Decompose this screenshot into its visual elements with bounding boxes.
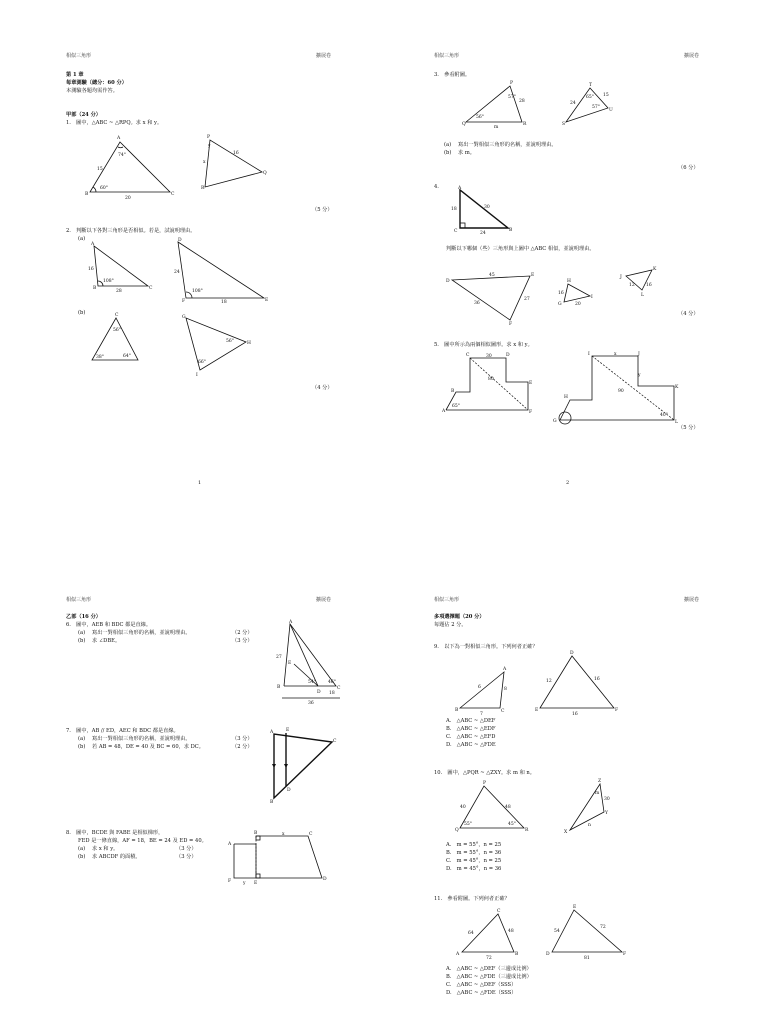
q8-part-a-label: (a) — [78, 846, 86, 852]
fig5-label-f: F — [529, 410, 533, 415]
fig5-side-2: 80 — [488, 377, 494, 382]
q7-part-a-marks: （3 分） — [232, 736, 253, 742]
fig8-label-b: B — [254, 831, 258, 836]
fig3-angle-4: 57° — [592, 105, 600, 110]
fig5-label-d: D — [506, 353, 510, 358]
figure-q7 — [266, 728, 346, 804]
fig3-label-t: T — [589, 83, 593, 88]
fig5-label-a: A — [442, 409, 446, 414]
fig2a-label-f: F — [182, 299, 186, 304]
fig11-label-a: A — [456, 952, 460, 957]
q7-part-a: 寫出一對相似三角形的名稱，並說明理由。 — [92, 736, 191, 742]
fig2b-angle-3: 64° — [123, 354, 131, 359]
fig5-label-g: G — [553, 419, 557, 424]
fig3-side-2: 24 — [570, 101, 576, 106]
fig2a-side-4: 18 — [221, 300, 227, 305]
fig2a-label-a: A — [91, 242, 95, 247]
figure-q6 — [272, 620, 356, 710]
fig5-label-l: L — [675, 420, 678, 425]
q1-marks: （5 分） — [312, 207, 333, 213]
fig10-side-1: 40 — [460, 805, 466, 810]
fig3-label-r: R — [523, 122, 527, 127]
fig2a-side-1: 16 — [88, 267, 94, 272]
fig8-x: x — [282, 832, 285, 837]
q9-option-b: B. △ABC ~ △EDF — [446, 726, 496, 732]
section-title: 甲部（24 分） — [66, 112, 101, 118]
fig1-angle-a: 74° — [118, 153, 126, 158]
page-header-right: 擴展卷 — [684, 597, 700, 603]
fig4b-side-6: 12 — [629, 283, 635, 288]
fig11-label-d: D — [546, 952, 550, 957]
fig9-label-e: E — [535, 708, 539, 713]
fig5-label-c: C — [466, 353, 470, 358]
q4-marks: （4 分） — [678, 311, 699, 317]
fig8-label-a: A — [228, 842, 232, 847]
figure-q10 — [452, 778, 632, 838]
fig4b-label-j: J — [620, 275, 622, 280]
fig9-label-f: F — [615, 708, 619, 713]
fig4b-label-g: G — [558, 302, 562, 307]
fig4b-label-k: K — [653, 267, 657, 272]
figure-q8 — [226, 830, 336, 886]
fig9-side-4: 12 — [546, 679, 552, 684]
q9-option-c: C. △ABC ~ △EFD — [446, 734, 496, 740]
fig7-label-e: E — [286, 728, 290, 733]
fig3-angle-1: 57° — [508, 95, 516, 100]
q8-line-2: FED 是一條直線，AF = 18，BE = 24 及 ED = 40。 — [78, 838, 207, 844]
fig10-label-y: Y — [605, 811, 608, 816]
page-header-right: 擴展卷 — [316, 597, 332, 603]
fig5-y: y — [638, 373, 641, 378]
fig7-label-d: D — [287, 788, 291, 793]
fig6-side-2: 36 — [308, 701, 314, 706]
q3-part-b-label: (b) — [444, 150, 452, 156]
fig1-y: y — [208, 144, 211, 149]
chapter-label: 第 1 章 — [66, 72, 84, 78]
question-5: 5. 圖中所示為兩個相似圖形。求 x 和 y。 — [434, 342, 533, 348]
fig3-m: m — [494, 125, 499, 130]
fig11-side-1: 64 — [468, 931, 474, 936]
q11-option-c: C. △ABC ~ △DEF（SSS） — [446, 982, 517, 988]
fig2a-label-d: D — [178, 238, 182, 243]
page-4 — [384, 512, 768, 1024]
page-number: 2 — [566, 480, 570, 486]
fig4b-label-i: I — [591, 295, 593, 300]
figure-q11 — [452, 904, 632, 964]
fig3-label-p: P — [510, 81, 514, 86]
fig4b-side-5: 20 — [575, 302, 581, 307]
fig2a-label-b: B — [93, 286, 97, 291]
fig5-side-1: 30 — [486, 354, 492, 359]
q6-part-b-label: (b) — [78, 638, 86, 644]
fig11-label-c: C — [497, 909, 501, 914]
q7-part-b-label: (b) — [78, 744, 86, 750]
fig9-side-5: 16 — [594, 677, 600, 682]
fig2b-label-c: C — [115, 313, 119, 318]
q10-option-c: C. m = 45°，n = 25 — [446, 858, 502, 864]
fig9-side-1: 6 — [478, 685, 481, 690]
fig6-side-3: 18 — [329, 691, 335, 696]
section-title: 多項選擇題（20 分） — [434, 614, 485, 620]
fig5-angle-2: 40° — [660, 413, 668, 418]
fig2b-label-h: H — [247, 341, 251, 346]
fig5-label-h: H — [564, 395, 568, 400]
fig3-label-s: S — [562, 122, 566, 127]
fig8-label-e: E — [254, 881, 258, 886]
test-title: 每章測驗（總分：60 分） — [66, 80, 127, 86]
fig1-x: x — [203, 160, 206, 165]
question-2: 2. 判斷以下各對三角形是否相似。若是，試說明理由。 — [66, 228, 196, 234]
q6-part-a-label: (a) — [78, 630, 86, 636]
fig2b-angle-2: 38° — [96, 355, 104, 360]
question-8: 8. 圖中，BCDE 與 FABE 是相似梯形， — [66, 830, 164, 836]
question-10: 10. 圖中，△PQR ~ △ZXY。求 m 和 n。 — [434, 770, 535, 776]
q8-part-a: 求 x 和 y。 — [92, 846, 119, 852]
question-9: 9. 以下為一對相似三角形。下列何者正確？ — [434, 644, 538, 650]
fig3-side-3: 15 — [603, 93, 609, 98]
fig2a-label-e: E — [265, 298, 269, 303]
q7-part-b-marks: （2 分） — [232, 744, 253, 750]
fig4b-side-7: 16 — [646, 283, 652, 288]
fig3-side-1: 28 — [519, 99, 525, 104]
q7-part-b: 若 AB = 48，DE = 40 及 BC = 60，求 DC。 — [92, 744, 204, 750]
figure-q4-options — [446, 264, 696, 326]
fig9-label-a: A — [503, 667, 507, 672]
fig4-side-cb: 24 — [480, 231, 486, 236]
fig4b-label-l: L — [641, 293, 644, 298]
fig5-label-i: I — [588, 352, 590, 357]
fig1-label-r: R — [201, 186, 205, 191]
fig8-y: y — [243, 881, 246, 886]
fig10-angle-1: 55° — [464, 822, 472, 827]
q5-marks: （5 分） — [678, 425, 699, 431]
fig6-angle-1: 54° — [308, 680, 316, 685]
fig10-side-2: 48 — [505, 805, 511, 810]
page-header-right: 擴展卷 — [684, 53, 700, 59]
fig9-side-2: 8 — [504, 687, 507, 692]
fig9-label-b: B — [455, 708, 459, 713]
figure-q5 — [442, 352, 692, 428]
q3-part-a-label: (a) — [444, 142, 452, 148]
fig7-label-b: B — [270, 800, 274, 805]
q7-part-a-label: (a) — [78, 736, 86, 742]
question-3: 3. 參看附圖。 — [434, 72, 471, 78]
fig1-label-p: P — [207, 135, 211, 140]
fig9-label-c: C — [501, 709, 505, 714]
fig4b-side-2: 36 — [474, 301, 480, 306]
fig7-label-c: C — [333, 739, 337, 744]
question-7: 7. 圖中，AB // ED，AEC 和 BDC 都是直線。 — [66, 728, 179, 734]
q3-marks: （6 分） — [678, 165, 699, 171]
fig10-label-q: Q — [455, 828, 459, 833]
fig2b-angle-1: 56° — [113, 328, 121, 333]
q11-option-d: D. △ABC ~ △FDE（SSS） — [446, 990, 517, 996]
question-6: 6. 圖中，AEB 和 BDC 都是直線。 — [66, 622, 152, 628]
fig1-label-a: A — [117, 136, 121, 141]
fig10-side-3: 30 — [604, 797, 610, 802]
page-header-right: 擴展卷 — [316, 53, 332, 59]
fig8-label-d: D — [323, 877, 327, 882]
fig5-label-k: K — [675, 385, 679, 390]
fig5-angle-1: 65° — [452, 404, 460, 409]
fig2a-label-c: C — [149, 286, 153, 291]
fig6-label-e: E — [288, 661, 292, 666]
fig10-m: m — [595, 791, 600, 796]
q6-part-b-marks: （3 分） — [232, 638, 253, 644]
fig4-side-ab: 30 — [484, 205, 490, 210]
fig10-label-x: X — [564, 830, 568, 835]
fig11-label-e: E — [573, 905, 577, 910]
q10-option-a: A. m = 55°，n = 25 — [446, 842, 502, 848]
fig6-label-b: B — [277, 685, 281, 690]
q6-part-b: 求 ∠DBE。 — [92, 638, 121, 644]
question-1: 1. 圖中，△ABC ~ △RPQ。求 x 和 y。 — [66, 120, 163, 126]
fig6-label-c: C — [337, 686, 341, 691]
page-1 — [0, 0, 384, 512]
fig11-side-6: 81 — [584, 956, 590, 961]
fig11-side-5: 72 — [600, 925, 606, 930]
q10-option-b: B. m = 55°，n = 36 — [446, 850, 502, 856]
figure-q2a — [86, 238, 276, 305]
q8-part-b-label: (b) — [78, 854, 86, 860]
q3-part-a: 寫出一對相似三角形的名稱，並說明理由。 — [458, 142, 557, 148]
fig3-label-u: U — [609, 108, 613, 113]
fig1-label-c: C — [171, 192, 175, 197]
fig6-side-1: 27 — [276, 655, 282, 660]
section-title: 乙部（16 分） — [66, 614, 101, 620]
q3-part-b: 求 m。 — [458, 150, 475, 156]
fig3-label-q: Q — [462, 122, 466, 127]
fig4b-label-d: D — [446, 279, 450, 284]
fig2b-angle-4: 56° — [226, 339, 234, 344]
q8-part-b-marks: （3 分） — [176, 854, 197, 860]
q2-part-a: (a) — [78, 236, 86, 242]
q11-option-b: B. △ABC ~ △FDE（三邊成比例） — [446, 974, 532, 980]
fig4b-side-1: 45 — [489, 273, 495, 278]
q6-part-a-marks: （2 分） — [232, 630, 253, 636]
fig5-label-j: J — [638, 352, 640, 357]
q8-part-a-marks: （3 分） — [176, 846, 197, 852]
fig8-label-f: F — [228, 879, 232, 884]
figure-q2b — [86, 312, 266, 376]
fig4-side-ac: 18 — [451, 207, 457, 212]
figure-q9 — [454, 650, 654, 722]
fig2a-angle-2: 108° — [192, 289, 203, 294]
fig5-side-3: 90 — [618, 389, 624, 394]
fig11-label-b: B — [515, 952, 519, 957]
q9-option-d: D. △ABC ~ △FDE — [446, 742, 496, 748]
fig4-label-b: B — [509, 228, 513, 233]
fig2b-label-i: I — [196, 373, 198, 378]
page-header-left: 相似三角形 — [434, 597, 460, 603]
figure-q3 — [462, 78, 622, 130]
page-header-left: 相似三角形 — [66, 597, 92, 603]
fig3-angle-2: 56° — [476, 115, 484, 120]
fig10-angle-2: 45° — [508, 822, 516, 827]
q11-option-a: A. △ABC ~ △DEF（三邊成比例） — [446, 966, 532, 972]
fig9-side-3: 7 — [480, 712, 483, 717]
fig11-side-4: 54 — [554, 929, 560, 934]
fig2b-angle-5: 66° — [198, 360, 206, 365]
fig11-side-3: 72 — [486, 956, 492, 961]
q8-part-b: 求 ABCDF 的面積。 — [92, 854, 141, 860]
fig1-label-b: B — [85, 192, 89, 197]
question-4: 4. — [434, 184, 439, 190]
fig2a-angle-1: 108° — [103, 279, 114, 284]
fig5-label-b: B — [451, 389, 455, 394]
q4-text: 判斷以下哪個（些）三角形與上圖中 △ABC 相似，並說明理由。 — [446, 246, 595, 252]
q6-part-a: 寫出一對相似三角形的名稱，並說明理由。 — [92, 630, 191, 636]
page-header-left: 相似三角形 — [434, 53, 460, 59]
fig1-angle-b: 60° — [100, 186, 108, 191]
test-note: 本測驗各題均需作答。 — [66, 88, 118, 94]
q2-marks: （4 分） — [312, 385, 333, 391]
fig2b-label-g: G — [182, 315, 186, 320]
fig10-label-r: R — [525, 828, 529, 833]
fig6-label-a: A — [289, 620, 293, 625]
fig4-label-a: A — [458, 186, 462, 191]
section-note: 每題佔 2 分。 — [434, 622, 467, 628]
fig6-label-d: D — [317, 690, 321, 695]
q10-option-d: D. m = 45°，n = 36 — [446, 866, 502, 872]
fig4b-label-h: H — [567, 279, 571, 284]
page-header-left: 相似三角形 — [66, 53, 92, 59]
page-2 — [384, 0, 768, 512]
fig9-label-d: D — [570, 651, 574, 656]
question-11: 11. 參看附圖。下列何者正確？ — [434, 896, 510, 902]
fig4b-label-f: F — [509, 322, 513, 327]
fig1-side-bc: 20 — [125, 196, 131, 201]
fig5-label-e: E — [529, 381, 533, 386]
fig10-label-p: P — [483, 781, 487, 786]
q2-part-b: (b) — [78, 310, 86, 316]
figure-q4 — [450, 186, 520, 234]
fig11-side-2: 48 — [508, 929, 514, 934]
fig1-side-pq: 16 — [233, 151, 239, 156]
fig1-side-ab: 15 — [97, 167, 103, 172]
fig4b-side-3: 27 — [524, 297, 530, 302]
fig2a-side-2: 28 — [116, 289, 122, 294]
fig3-angle-3: 65° — [586, 95, 594, 100]
page-number: 1 — [198, 480, 202, 486]
figure-q1 — [80, 132, 280, 204]
fig5-x: x — [614, 352, 617, 357]
fig11-label-f: F — [623, 952, 627, 957]
fig1-label-q: Q — [263, 171, 267, 176]
fig10-n: n — [588, 823, 591, 828]
fig4b-side-4: 16 — [558, 291, 564, 296]
fig4b-label-e: E — [531, 273, 535, 278]
fig9-side-6: 16 — [572, 712, 578, 717]
page-3 — [0, 512, 384, 1024]
q9-option-a: A. △ABC ~ △DEF — [446, 718, 496, 724]
fig2a-side-3: 24 — [174, 270, 180, 275]
fig7-label-a: A — [270, 730, 274, 735]
fig4-label-c: C — [454, 229, 458, 234]
fig6-angle-2: 46° — [328, 680, 336, 685]
fig10-label-z: Z — [598, 779, 602, 784]
fig8-label-c: C — [309, 832, 313, 837]
